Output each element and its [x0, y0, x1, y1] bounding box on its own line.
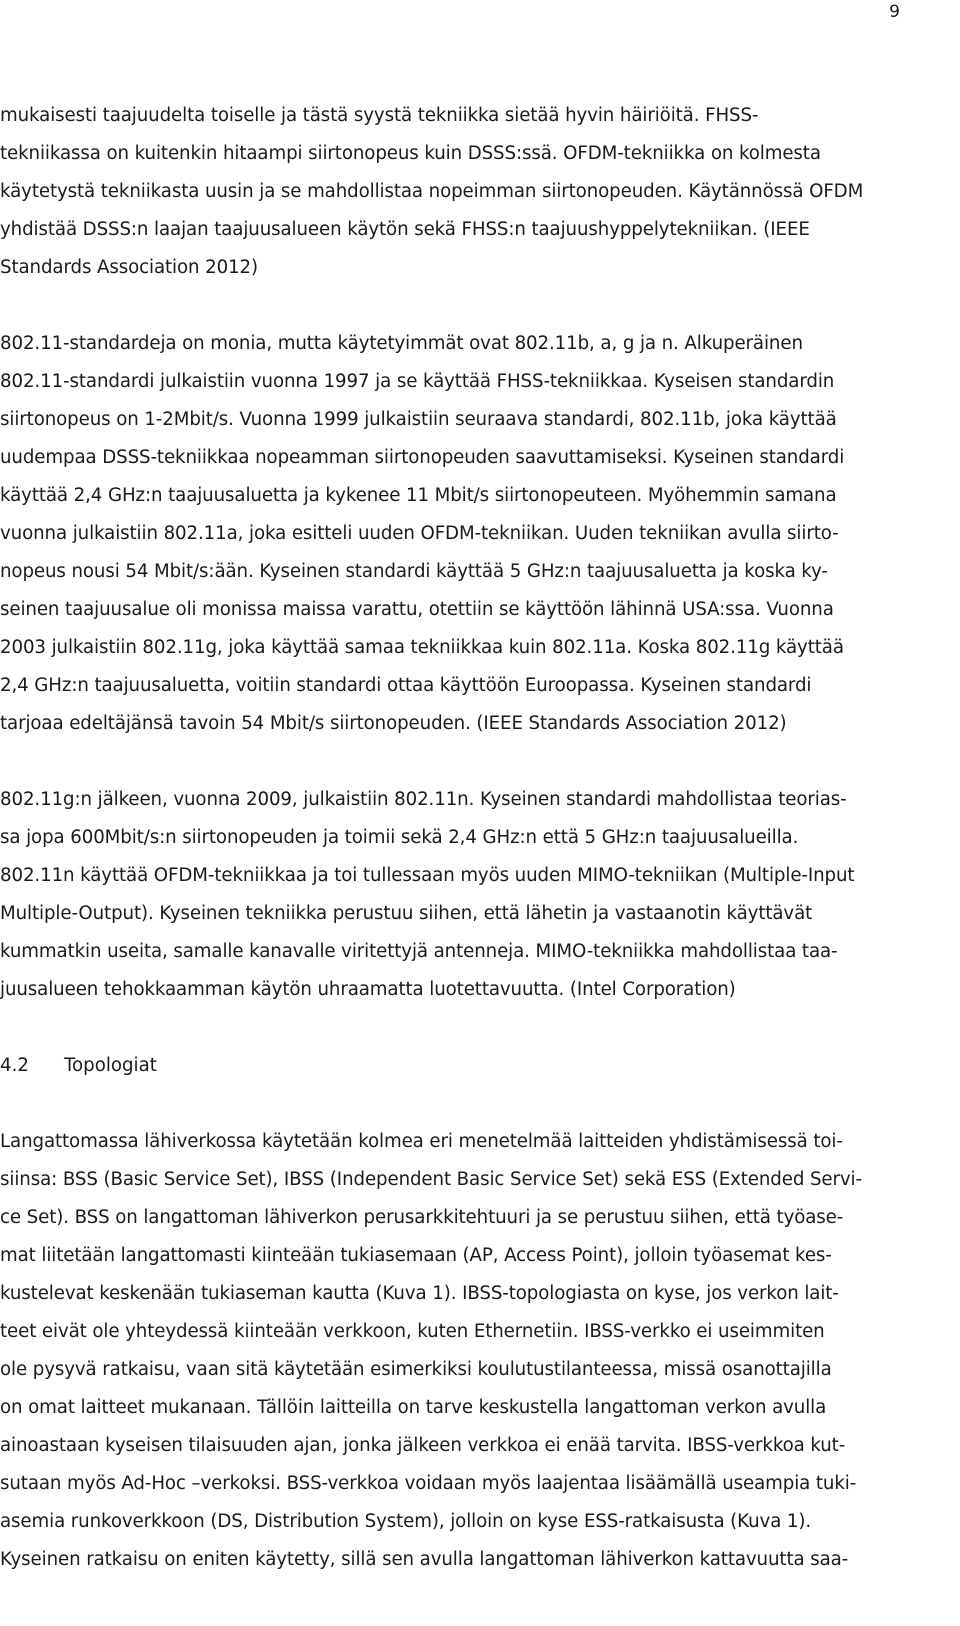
- text-line: ainoastaan kyseisen tilaisuuden ajan, jonka jälkeen verkkoa ei enää tarvita. IBSS-verkkoa kut-: [0, 1435, 846, 1456]
- text-line: mat liitetään langattomasti kiinteään tukiasemaan (AP, Access Point), jolloin työasemat kes-: [0, 1245, 832, 1266]
- document-body: [0, 97, 940, 1579]
- text-line: vuonna julkaistiin 802.11a, joka esitteli uuden OFDM-tekniikan. Uuden tekniikan avulla siirto-: [0, 523, 839, 544]
- paragraph-gap: [0, 287, 940, 325]
- text-line: mukaisesti taajuudelta toiselle ja tästä syystä tekniikka sietää hyvin häiriöitä. FHSS-: [0, 105, 759, 126]
- section-title: Topologiat: [64, 1055, 157, 1076]
- page-number: 9: [889, 2, 900, 22]
- text-line: siirtonopeus on 1-2Mbit/s. Vuonna 1999 julkaistiin seuraava standardi, 802.11b, joka käyttää: [0, 409, 837, 430]
- text-line: kummatkin useita, samalle kanavalle viritettyjä antenneja. MIMO-tekniikka mahdollistaa taa-: [0, 941, 838, 962]
- text-line: ole pysyvä ratkaisu, vaan sitä käytetään esimerkiksi koulutustilanteessa, missä osanottajilla: [0, 1359, 832, 1380]
- text-line: sa jopa 600Mbit/s:n siirtonopeuden ja toimii sekä 2,4 GHz:n että 5 GHz:n taajuusalueilla.: [0, 827, 799, 848]
- text-line: Multiple-Output). Kyseinen tekniikka perustuu siihen, että lähetin ja vastaanotin käyttävät: [0, 903, 813, 924]
- section-heading: [0, 1047, 940, 1085]
- text-line: Standards Association 2012): [0, 257, 259, 278]
- text-line: seinen taajuusalue oli monissa maissa varattu, otettiin se käyttöön lähinnä USA:ssa. Vuonna: [0, 599, 834, 620]
- text-line: ce Set). BSS on langattoman lähiverkon perusarkkitehtuuri ja se perustuu siihen, että työase-: [0, 1207, 844, 1228]
- text-line: 802.11n käyttää OFDM-tekniikkaa ja toi tullessaan myös uuden MIMO-tekniikan (Multiple-Input: [0, 865, 855, 886]
- text-line: 2003 julkaistiin 802.11g, joka käyttää samaa tekniikkaa kuin 802.11a. Koska 802.11g käyttää: [0, 637, 844, 658]
- paragraph: [0, 1123, 940, 1579]
- text-line: tarjoaa edeltäjänsä tavoin 54 Mbit/s siirtonopeuden. (IEEE Standards Association 2012): [0, 713, 787, 734]
- text-line: 2,4 GHz:n taajuusaluetta, voitiin standardi ottaa käyttöön Euroopassa. Kyseinen standardi: [0, 675, 812, 696]
- paragraph-gap: [0, 1009, 940, 1047]
- text-line: on omat laitteet mukanaan. Tällöin laitteilla on tarve keskustella langattoman verkon avulla: [0, 1397, 827, 1418]
- text-line: uudempaa DSSS-tekniikkaa nopeamman siirtonopeuden saavuttamiseksi. Kyseinen standardi: [0, 447, 845, 468]
- text-line: käyttää 2,4 GHz:n taajuusaluetta ja kykenee 11 Mbit/s siirtonopeuteen. Myöhemmin samana: [0, 485, 837, 506]
- text-line: asemia runkoverkkoon (DS, Distribution System), jolloin on kyse ESS-ratkaisusta (Kuva 1).: [0, 1511, 812, 1532]
- text-line: teet eivät ole yhteydessä kiinteään verkkoon, kuten Ethernetiin. IBSS-verkko ei useimmiten: [0, 1321, 825, 1342]
- text-line: tekniikassa on kuitenkin hitaampi siirtonopeus kuin DSSS:ssä. OFDM-tekniikka on kolmesta: [0, 143, 821, 164]
- text-line: 802.11g:n jälkeen, vuonna 2009, julkaistiin 802.11n. Kyseinen standardi mahdollistaa teorias-: [0, 789, 847, 810]
- text-line: sutaan myös Ad-Hoc –verkoksi. BSS-verkkoa voidaan myös laajentaa lisäämällä useampia tuki-: [0, 1473, 857, 1494]
- text-line: 802.11-standardi julkaistiin vuonna 1997 ja se käyttää FHSS-tekniikkaa. Kyseisen standardin: [0, 371, 835, 392]
- text-line: juusalueen tehokkaamman käytön uhraamatta luotettavuutta. (Intel Corporation): [0, 979, 736, 1000]
- text-line: Langattomassa lähiverkossa käytetään kolmea eri menetelmää laitteiden yhdistämisessä toi-: [0, 1131, 843, 1152]
- paragraph: [0, 781, 940, 1009]
- paragraph-gap: [0, 1085, 940, 1123]
- text-line: käytetystä tekniikasta uusin ja se mahdollistaa nopeimman siirtonopeuden. Käytännössä OFDM: [0, 181, 864, 202]
- paragraph: [0, 325, 940, 743]
- paragraph: [0, 97, 940, 287]
- text-line: 802.11-standardeja on monia, mutta käytetyimmät ovat 802.11b, a, g ja n. Alkuperäinen: [0, 333, 803, 354]
- text-line: siinsa: BSS (Basic Service Set), IBSS (Independent Basic Service Set) sekä ESS (Extended Servi-: [0, 1169, 862, 1190]
- text-line: nopeus nousi 54 Mbit/s:ään. Kyseinen standardi käyttää 5 GHz:n taajuusaluetta ja koska ky-: [0, 561, 828, 582]
- paragraph-gap: [0, 743, 940, 781]
- text-line: Kyseinen ratkaisu on eniten käytetty, sillä sen avulla langattoman lähiverkon kattavuutta saa-: [0, 1549, 849, 1570]
- text-line: kustelevat keskenään tukiaseman kautta (Kuva 1). IBSS-topologiasta on kyse, jos verkon lait-: [0, 1283, 839, 1304]
- text-line: yhdistää DSSS:n laajan taajuusalueen käytön sekä FHSS:n taajuushyppelytekniikan. (IEEE: [0, 219, 810, 240]
- section-number: 4.2: [0, 1055, 29, 1076]
